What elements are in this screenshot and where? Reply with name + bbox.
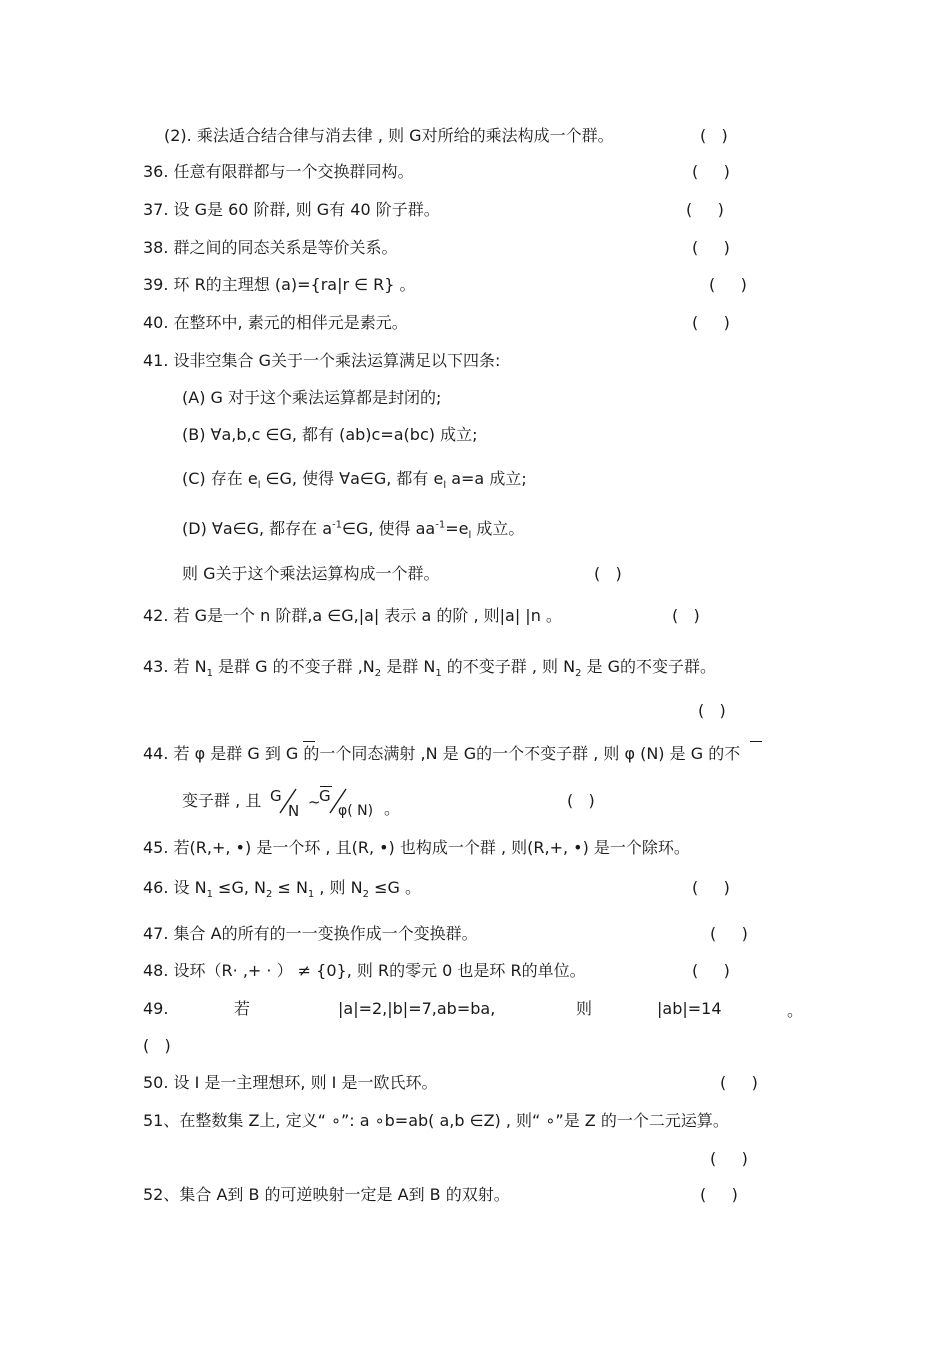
item-45-text: 45. 若(R,+, •) 是一个环 , 且(R, •) 也构成一个群 , 则(R,+, •) 是一个除环。 [143,838,690,857]
item-43-text: 43. 若 $N_1$ 是群 G 的不变子群 $,N_2$ 是群 $N_1$ 的不变子群 , 则 $N_2$ 是 G的不变子群。 [143,657,717,680]
quotient-n: N [288,802,300,820]
answer-paren-43[interactable]: ( ) [698,701,726,720]
answer-paren-41[interactable]: ( ) [594,564,622,583]
item-41-condition-a: (A) G 对于这个乘法运算都是封闭的; [182,388,442,407]
answer-paren-39[interactable]: ( ) [709,275,747,294]
item-41-text: 41. 设非空集合 G关于一个乘法运算满足以下四条: [143,351,501,370]
item-41-condition-d: (D) ∀a∈G, 都存在 $a^{-1}\in G$, 使得 $aa^{-1}=e_l$ 成立。 [182,519,525,542]
answer-paren-48[interactable]: ( ) [692,961,730,980]
answer-paren-37[interactable]: ( ) [686,200,724,219]
item-44-text: 44. 若 φ 是群 G 到 G 的一个同态满射 ,N 是 G的一个不变子群 , 则 φ (N) 是 G 的不 [143,744,741,763]
answer-paren-38[interactable]: ( ) [692,238,730,257]
item-38-text: 38. 群之间的同态关系是等价关系。 [143,238,398,257]
item-41-conclusion: 则 G关于这个乘法运算构成一个群。 [182,564,440,583]
isomorphic-symbol: ~ [308,793,321,811]
item-2-text: (2). 乘法适合结合律与消去律 , 则 G对所给的乘法构成一个群。 [164,126,614,145]
answer-paren-2[interactable]: ( ) [700,126,728,145]
item-49-number: 49. [143,999,169,1018]
item-51-text: 51、在整数集 Z上, 定义“ ∘”: a ∘b=ab( a,b ∈Z) , 则“ ∘”是 Z 的一个二元运算。 [143,1111,729,1130]
item-49-period: 。 [787,1001,804,1020]
quotient-g-bar: G [319,787,331,805]
item-48-text: 48. 设环（R· ,+ · ） ≠ {0}, 则 R的零元 0 也是环 R的单位。 [143,961,586,980]
answer-paren-51[interactable]: ( ) [710,1149,748,1168]
item-46-text: 46. 设 $N_1 \le G$, $N_2 \le N_1$ , 则 $N_2 \le G$ 。 [143,878,421,901]
answer-paren-42[interactable]: ( ) [672,606,700,625]
item-39-text: 39. 环 R的主理想 (a)={ra|r ∈ R} 。 [143,275,416,294]
overline-g-1 [303,741,315,742]
fraction-slash-1 [278,787,298,815]
item-49-if: 若 [234,999,251,1018]
item-36-text: 36. 任意有限群都与一个交换群同构。 [143,162,414,181]
answer-paren-46[interactable]: ( ) [692,878,730,897]
item-37-text: 37. 设 G是 60 阶群, 则 G有 40 阶子群。 [143,200,440,219]
answer-paren-40[interactable]: ( ) [692,313,730,332]
answer-paren-52[interactable]: ( ) [700,1185,738,1204]
answer-paren-44[interactable]: ( ) [567,791,595,810]
item-49-then: 则 [576,999,593,1018]
item-42-text: 42. 若 G是一个 n 阶群,a ∈G,|a| 表示 a 的阶 , 则|a| |n 。 [143,606,562,625]
item-44-text-cont: 变子群 , 且 [182,791,262,810]
item-49-result: |ab|=14 [657,999,722,1018]
item-41-condition-b: (B) ∀a,b,c ∈G, 都有 (ab)c=a(bc) 成立; [182,425,478,444]
quotient-g: G [270,787,282,805]
answer-paren-36[interactable]: ( ) [692,162,730,181]
item-41-condition-c: (C) 存在 $e_l$ ∈G, 使得 ∀a∈G, 都有 $e_l$ a=a 成立; [182,469,527,492]
item-40-text: 40. 在整环中, 素元的相伴元是素元。 [143,313,408,332]
answer-paren-49[interactable]: ( ) [143,1036,171,1055]
item-52-text: 52、集合 A到 B 的可逆映射一定是 A到 B 的双射。 [143,1185,510,1204]
item-49-condition: |a|=2,|b|=7,ab=ba, [338,999,496,1018]
overline-g-2 [750,741,762,742]
item-50-text: 50. 设 I 是一主理想环, 则 I 是一欧氏环。 [143,1073,438,1092]
quotient-phi-n: φ( N) [338,803,374,819]
answer-paren-50[interactable]: ( ) [720,1073,758,1092]
item-44-period: 。 [384,799,401,818]
answer-paren-47[interactable]: ( ) [710,924,748,943]
item-47-text: 47. 集合 A的所有的一一变换作成一个变换群。 [143,924,478,943]
